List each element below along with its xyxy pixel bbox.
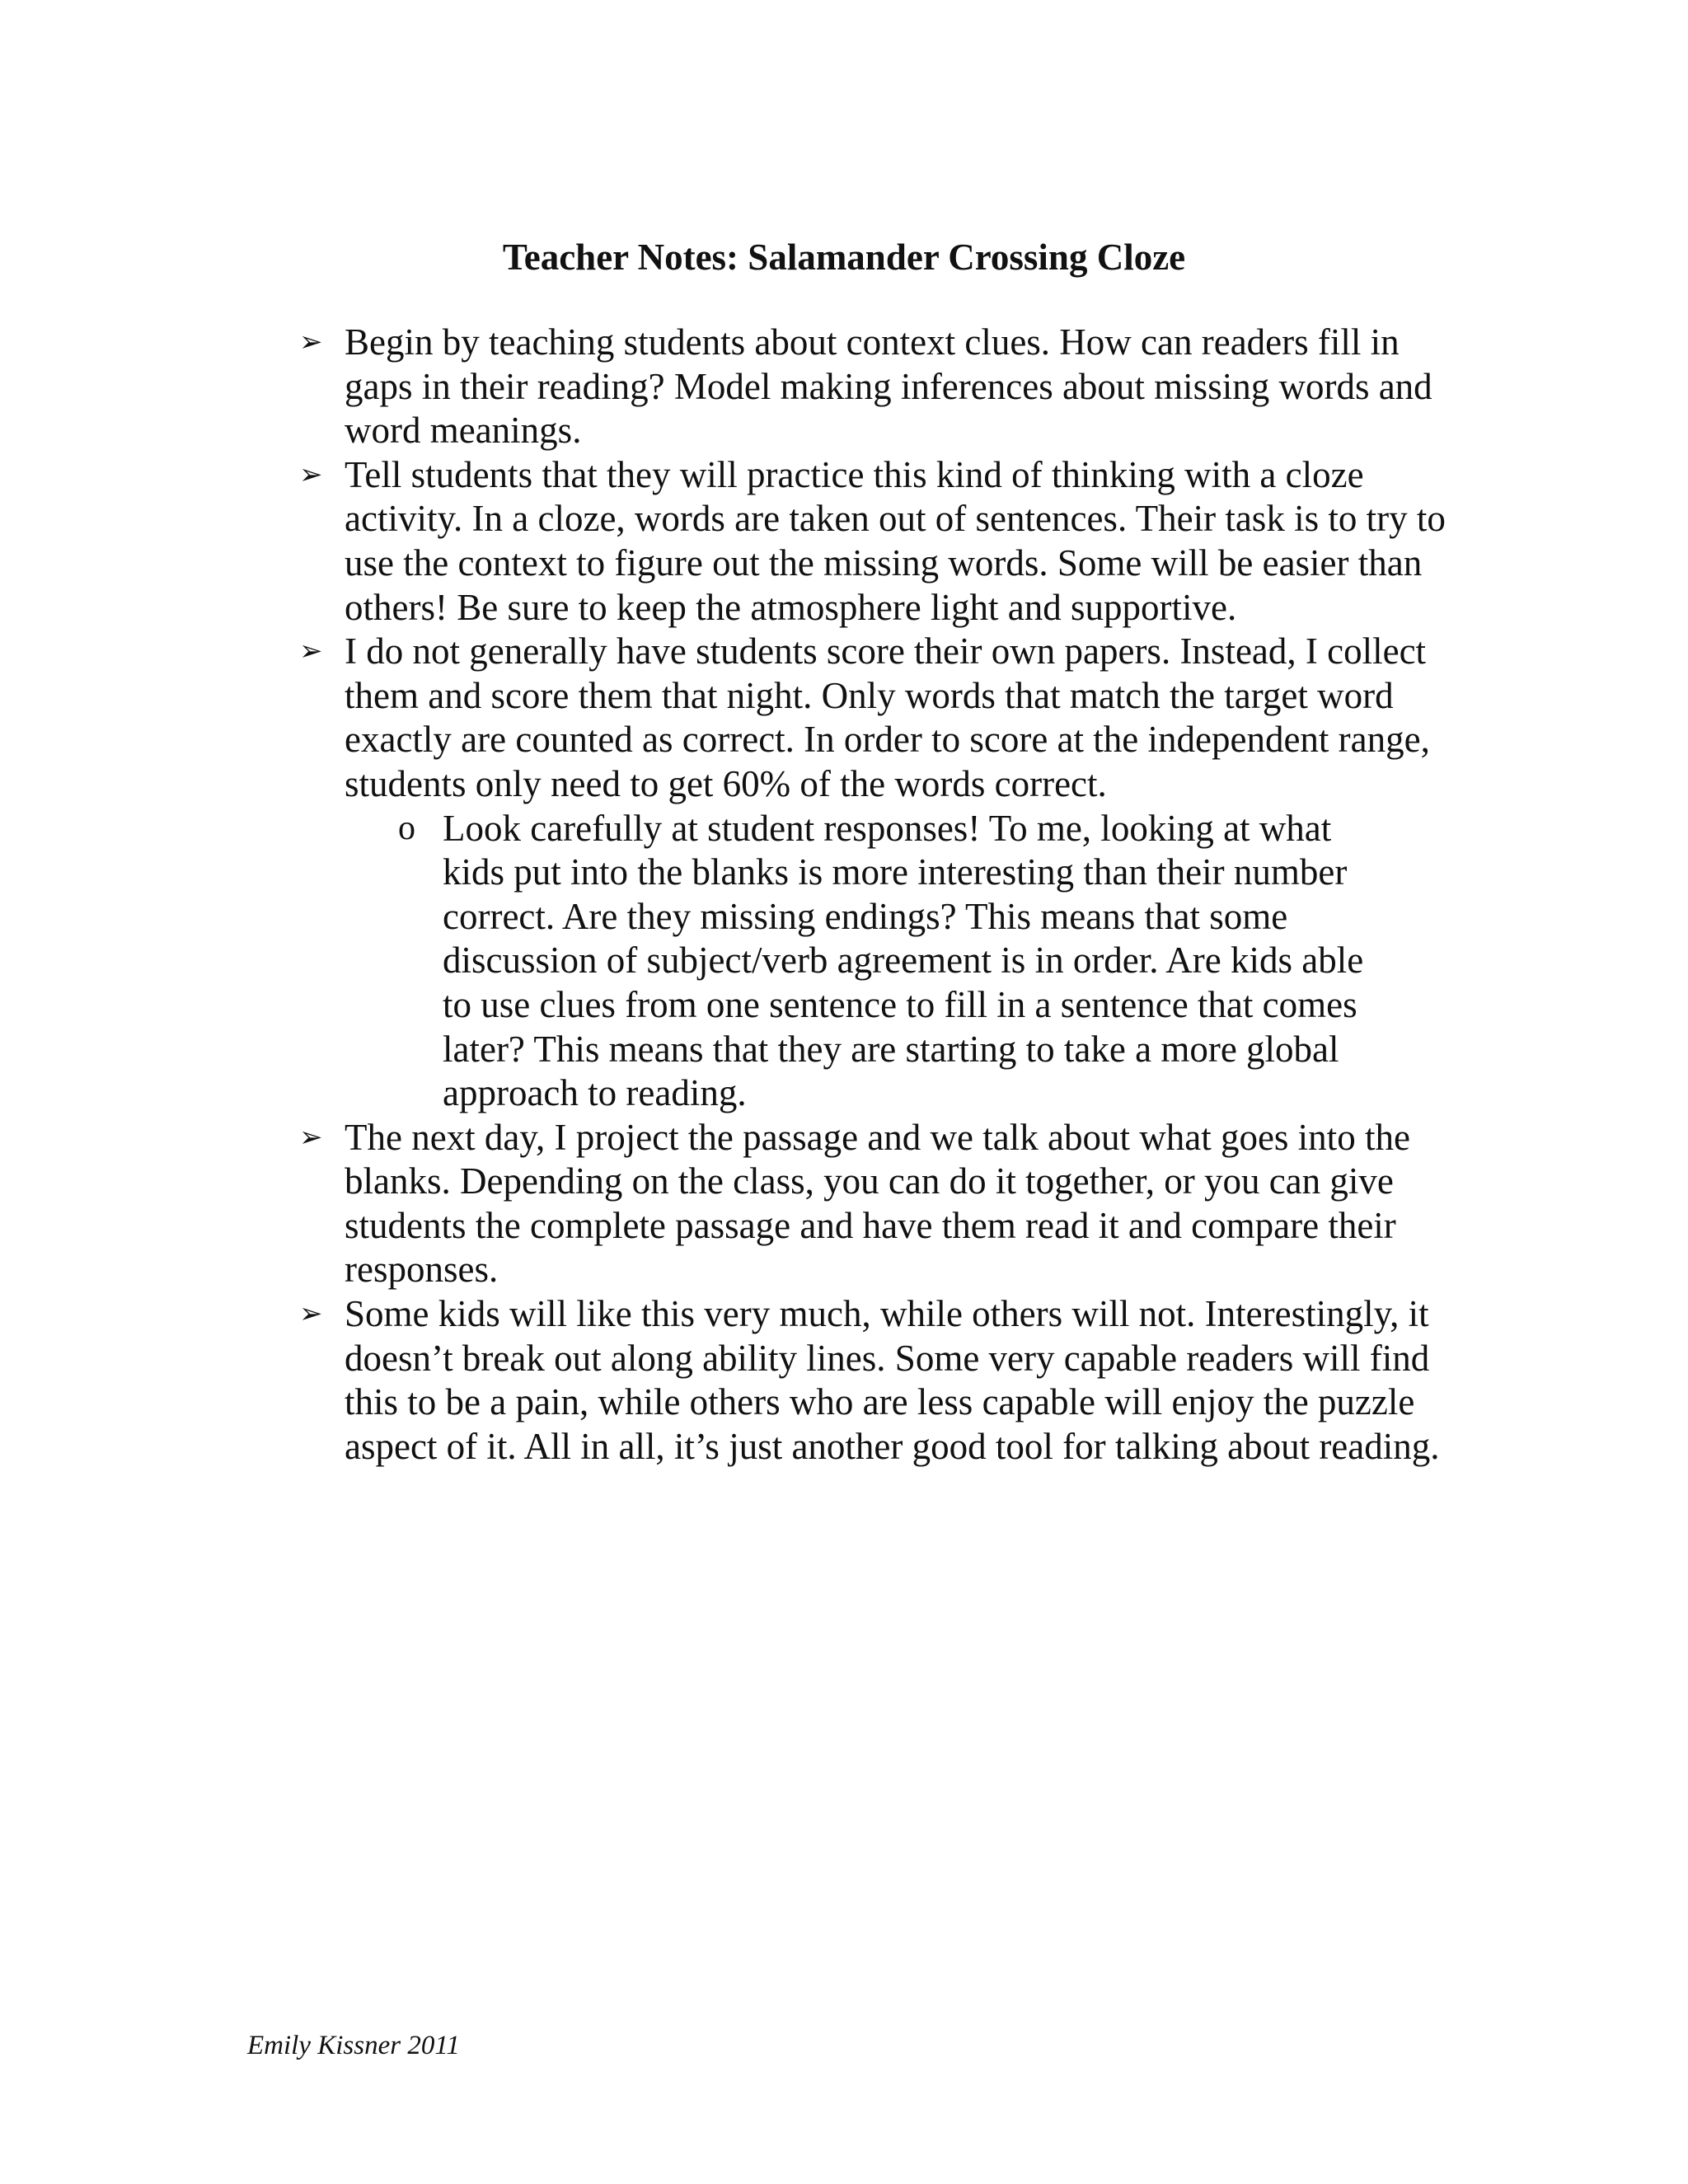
arrowhead-bullet-icon: ➢: [299, 1297, 323, 1331]
note-item: [299, 630, 1453, 1116]
subnote-item: [398, 807, 1374, 1116]
subnote-text: Look carefully at student responses! To me, looking at what kids put into the blanks is more interesting than their number correct. Are they missing endings? This means that some discussion of subject/verb agreement is in order. Are kids able to use clues from one sentence to fill in a sentence that comes later? This means that they are starting to take a more global approach to reading.: [443, 807, 1364, 1114]
page-title: Teacher Notes: Salamander Crossing Cloze: [502, 237, 1186, 278]
note-text: Tell students that they will practice this kind of thinking with a cloze activity. In a cloze, words are taken out of sentences. Their task is to try to use the context to figure out the missing words. Some will be easier than others! Be sure to keep the atmosphere light and supportive.: [345, 453, 1446, 628]
subnotes-list: [345, 807, 1453, 1116]
note-text: The next day, I project the passage and we talk about what goes into the blanks. Depending on the class, you can do it together, or you can give students the complete passage and have them read it and compare their responses.: [345, 1116, 1410, 1291]
arrowhead-bullet-icon: ➢: [299, 635, 323, 668]
note-text: Some kids will like this very much, while others will not. Interestingly, it doesn’t break out along ability lines. Some very capable readers will find this to be a pain, while others who are less capable will enjoy the puzzle aspect of it. All in all, it’s just another good tool for talking about reading.: [345, 1293, 1440, 1467]
arrowhead-bullet-icon: ➢: [299, 1120, 323, 1154]
note-text: I do not generally have students score their own papers. Instead, I collect them and score them that night. Only words that match the target word exactly are counted as correct. In order to score at the independent range, students only need to get 60% of the words correct.: [345, 630, 1430, 804]
note-item: [299, 453, 1453, 630]
note-item: [299, 321, 1453, 453]
circle-bullet: o: [398, 808, 415, 847]
arrowhead-bullet-icon: ➢: [299, 457, 323, 491]
notes-list: [299, 321, 1453, 1469]
footer-author: Emily Kissner 2011: [247, 2031, 460, 2060]
note-item: [299, 1116, 1453, 1292]
note-item: [299, 1292, 1453, 1469]
arrowhead-bullet-icon: ➢: [299, 326, 323, 359]
note-text: Begin by teaching students about context clues. How can readers fill in gaps in their reading? Model making inferences about missing words and word meanings.: [345, 321, 1432, 452]
